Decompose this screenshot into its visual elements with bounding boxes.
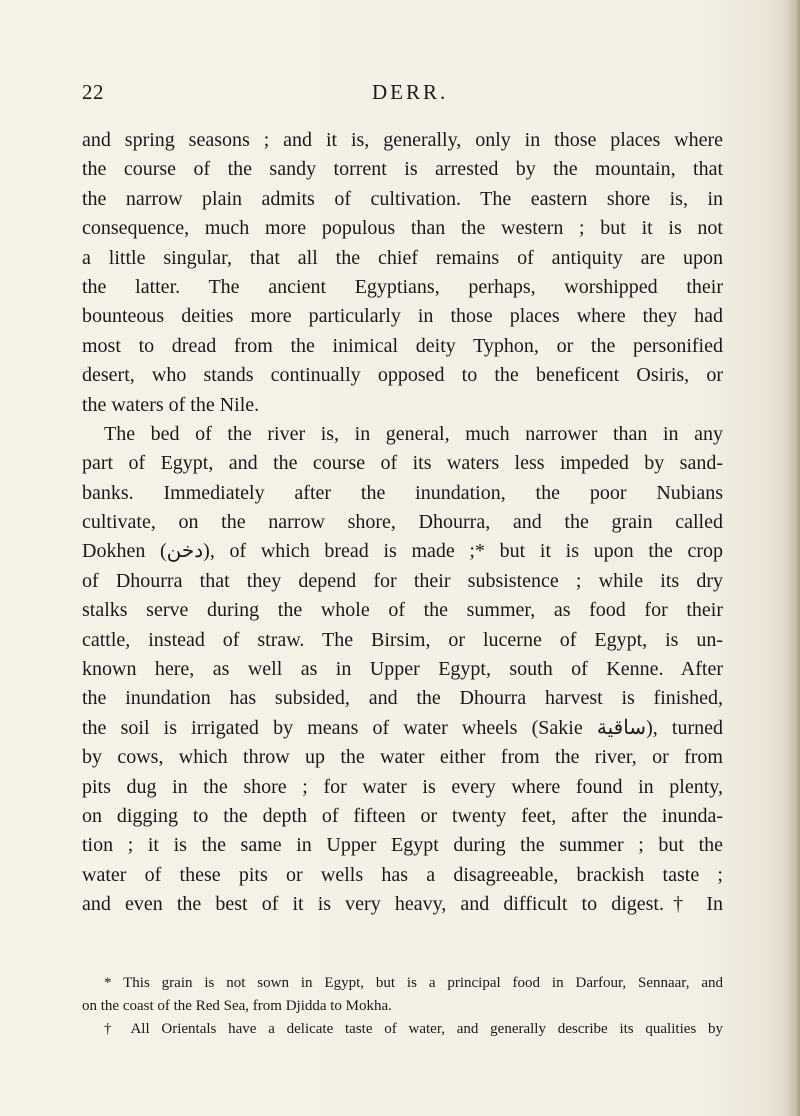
running-head: DERR. [372,80,449,104]
text-line: cultivate, on the narrow shore, Dhourra, and the grain called [82,511,723,534]
text-line: by cows, which throw up the water either from the river, or from [82,746,723,769]
body-text [82,126,723,920]
text-line: of Dhourra that they depend for their subsistence ; while its dry [82,569,723,592]
text-line: the inundation has subsided, and the Dhourra harvest is finished, [82,687,723,710]
footnote-line: † All Orientals have a delicate taste of water, and generally describe its qualities by [104,1021,723,1037]
text-line: consequence, much more populous than the western ; but it is not [82,217,723,240]
page-edge-shadow [786,0,800,1116]
text-line: most to dread from the inimical deity Typhon, or the personified [82,334,723,357]
paragraph-end-line: the waters of the Nile. [82,393,260,416]
text-line: banks. Immediately after the inundation, the poor Nubians [82,481,723,504]
text-line: stalks serve during the whole of the summer, as food for their [82,599,723,622]
paragraph-start-line: The bed of the river is, in general, much narrower than in any [104,422,723,445]
text-line: known here, as well as in Upper Egypt, south of Kenne. After [82,658,723,681]
page-header [82,80,722,110]
text-line: the course of the sandy torrent is arrested by the mountain, that [82,158,723,181]
page-number: 22 [82,80,104,104]
text-line: and spring seasons ; and it is, generally, only in those places where [82,129,723,151]
footnote-line: on the coast of the Red Sea, from Djidda to Mokha. [82,998,392,1014]
text-line: bounteous deities more particularly in those places where they had [82,305,723,328]
text-line: Dokhen (دخن), of which bread is made ;* but it is upon the crop [82,540,723,563]
text-line: cattle, instead of straw. The Birsim, or lucerne of Egypt, is un- [82,628,723,651]
text-line: part of Egypt, and the course of its waters less impeded by sand- [82,452,723,475]
text-line: a little singular, that all the chief remains of antiquity are upon [82,246,723,269]
text-line: water of these pits or wells has a disagreeable, brackish taste ; [82,863,723,886]
text-line: on digging to the depth of fifteen or twenty feet, after the inunda- [82,804,723,827]
text-line: tion ; it is the same in Upper Egypt during the summer ; but the [82,834,723,857]
text-line: the latter. The ancient Egyptians, perhaps, worshipped their [82,275,723,298]
text-line: desert, who stands continually opposed to the beneficent Osiris, or [82,364,723,387]
text-line: the soil is irrigated by means of water wheels (Sakie ساقية), turned [82,716,723,739]
footnote-line: * This grain is not sown in Egypt, but is a principal food in Darfour, Sennaar, and [104,975,723,991]
footnotes [82,972,723,1041]
text-line: and even the best of it is very heavy, and difficult to digest.† In [82,893,723,916]
text-line: the narrow plain admits of cultivation. The eastern shore is, in [82,187,723,210]
text-line: pits dug in the shore ; for water is every where found in plenty, [82,775,723,798]
